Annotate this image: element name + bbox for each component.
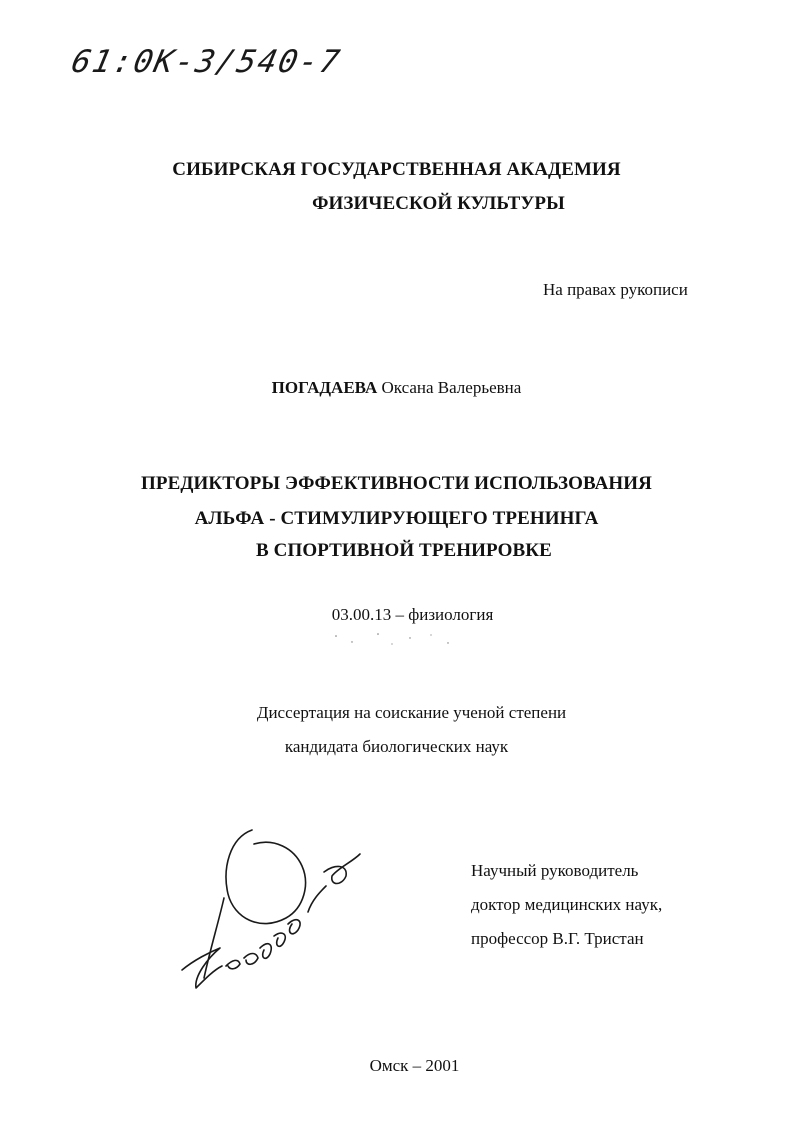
- author-given-names: Оксана Валерьевна: [381, 378, 522, 397]
- author-line: [0, 378, 793, 398]
- manuscript-note: На правах рукописи: [543, 280, 688, 299]
- author-signature: [170, 820, 370, 1000]
- institution-name-line-2: ФИЗИЧЕСКОЙ КУЛЬТУРЫ: [312, 193, 565, 214]
- title-line-1: ПРЕДИКТОРЫ ЭФФЕКТИВНОСТИ ИСПОЛЬЗОВАНИЯ: [141, 473, 652, 494]
- archive-code: 61:0К-3/540-7: [68, 44, 345, 80]
- title-line-2: АЛЬФА - СТИМУЛИРУЮЩЕГО ТРЕНИНГА: [194, 508, 599, 529]
- title-line-3: В СПОРТИВНОЙ ТРЕНИРОВКЕ: [256, 540, 552, 561]
- specialty-code: 03.00.13 – физиология: [331, 605, 494, 624]
- supervisor-label: Научный руководитель: [471, 861, 639, 880]
- dissertation-line-2: кандидата биологических наук: [284, 737, 509, 756]
- dissertation-line-1: Диссертация на соискание ученой степени: [256, 703, 567, 722]
- scan-noise: [330, 628, 470, 652]
- author-surname: ПОГАДАЕВА: [271, 378, 378, 397]
- supervisor-degree: доктор медицинских наук,: [471, 895, 663, 914]
- institution-name-line-1: СИБИРСКАЯ ГОСУДАРСТВЕННАЯ АКАДЕМИЯ: [172, 159, 621, 180]
- supervisor-name: профессор В.Г. Тристан: [471, 929, 644, 948]
- place-and-year: Омск – 2001: [369, 1056, 460, 1075]
